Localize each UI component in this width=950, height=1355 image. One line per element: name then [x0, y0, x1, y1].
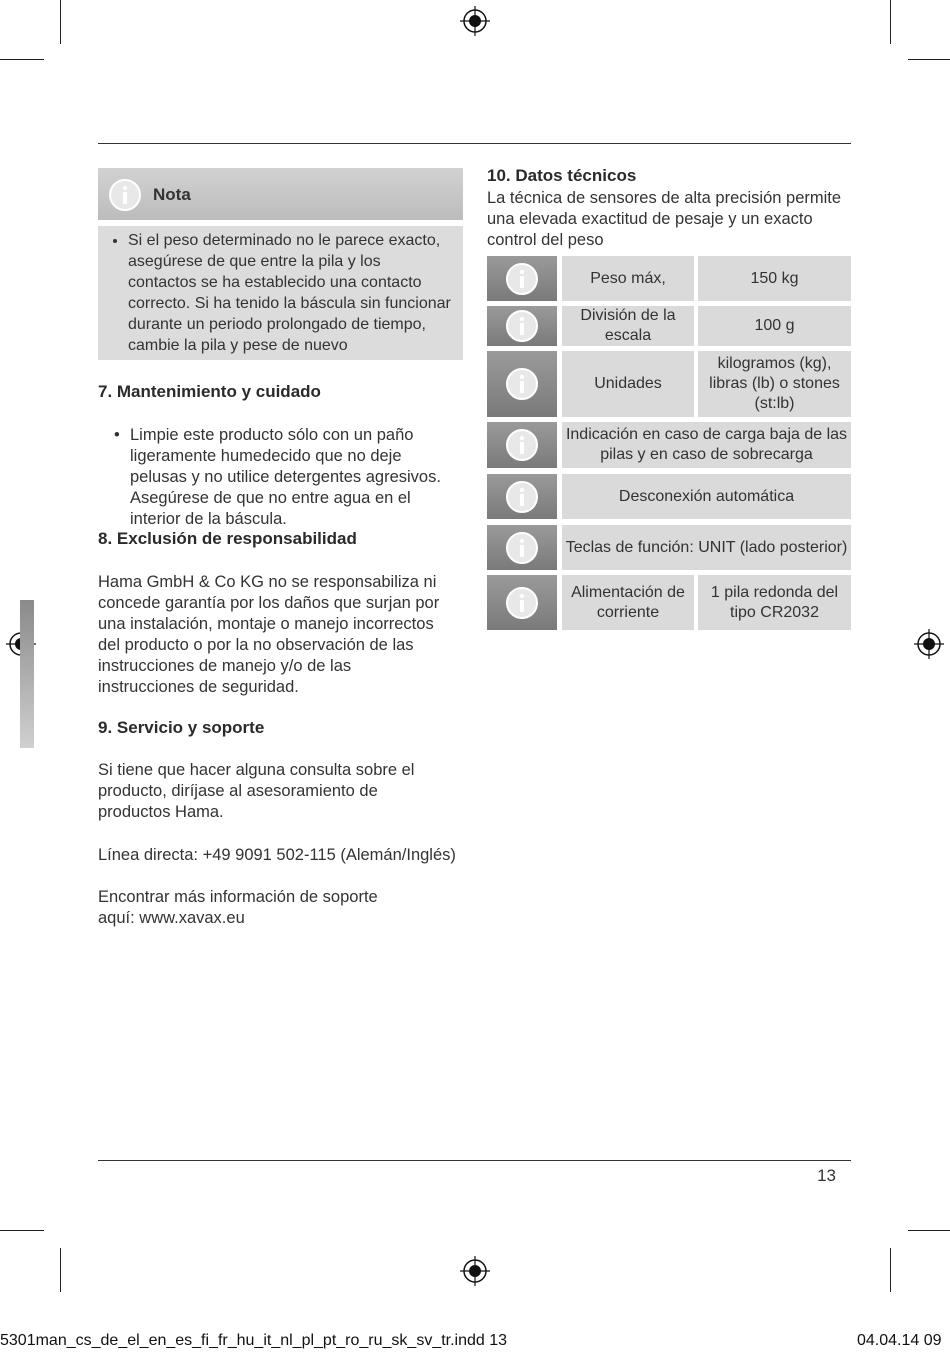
service-hotline: Línea directa: +49 9091 502-115 (Alemán/Inglés) [98, 846, 456, 864]
info-icon [487, 474, 557, 519]
service-link-text: Encontrar más información de soporte aquí: www.xavax.eu [98, 888, 378, 927]
note-title: Nota [153, 185, 191, 204]
file-name: 5301man_cs_de_el_en_es_fi_fr_hu_it_nl_pl_pt_ro_ru_sk_sv_tr.indd 13 [0, 1332, 508, 1349]
section-heading-maintenance: 7. Mantenimiento y cuidado [98, 382, 321, 401]
info-icon [487, 256, 557, 301]
tech-label: Indicación en caso de carga baja de las pilas y en caso de sobrecarga [562, 422, 851, 468]
tech-row [487, 575, 851, 630]
tech-row [487, 306, 851, 346]
crop-mark [60, 1248, 61, 1292]
tech-row [487, 351, 851, 417]
tech-label: Unidades [562, 351, 694, 417]
section-heading-service: 9. Servicio y soporte [98, 718, 265, 737]
maintenance-bullet: • Limpie este producto sólo con un paño ligeramente humedecido que no deje pelusas y no utilice detergentes agresivos. Asegúrese de que no entre agua en el interior de la báscula. [130, 425, 454, 530]
section-heading-liability: 8. Exclusión de responsabilidad [98, 529, 357, 548]
page-number: 13 [817, 1166, 836, 1185]
tech-value: kilogramos (kg), libras (lb) o stones (st:lb) [698, 351, 851, 417]
info-icon [487, 525, 557, 570]
section-heading-tech: 10. Datos técnicos [487, 166, 637, 185]
info-icon [487, 422, 557, 468]
language-tab [20, 600, 34, 748]
tech-row [487, 525, 851, 570]
tech-label: Alimentación de corriente [562, 575, 694, 630]
info-icon [108, 178, 142, 212]
tech-value: 100 g [698, 306, 851, 346]
tech-row [487, 422, 851, 468]
liability-text: Hama GmbH & Co KG no se responsabiliza ni concede garantía por los daños que surjan por una instalación, montaje o manejo incorrectos del producto o por la no observación de las instrucciones de manejo y/o de las instrucciones de seguridad. [98, 573, 440, 696]
tech-row [487, 474, 851, 519]
crop-mark [60, 0, 61, 44]
note-header [98, 168, 463, 220]
tech-value: 150 kg [698, 256, 851, 301]
tech-label: División de la escala [562, 306, 694, 346]
info-icon [487, 351, 557, 417]
registration-mark-icon [460, 6, 490, 36]
service-text: Si tiene que hacer alguna consulta sobre el producto, diríjase al asesoramiento de productos Hama. [98, 761, 415, 821]
footer-rule [98, 1160, 851, 1161]
crop-mark [0, 59, 44, 60]
crop-mark [908, 1230, 950, 1231]
tech-label: Peso máx, [562, 256, 694, 301]
crop-mark [908, 59, 950, 60]
note-text: • Si el peso determinado no le parece exacto, asegúrese de que entre la pila y los contactos se ha establecido una contacto correcto. Si ha tenido la báscula sin funcionar durante un periodo prolongado de tiempo, cambie la pila y pese de nuevo [128, 230, 453, 356]
tech-intro: La técnica de sensores de alta precisión permite una elevada exactitud de pesaje y un exacto control del peso [487, 189, 842, 249]
maintenance-list [114, 425, 454, 530]
registration-mark-icon [460, 1256, 490, 1286]
print-date: 04.04.14 09 [857, 1332, 942, 1349]
tech-label: Desconexión automática [562, 474, 851, 519]
info-icon [487, 306, 557, 346]
crop-mark [0, 1230, 44, 1231]
tech-value: 1 pila redonda del tipo CR2032 [698, 575, 851, 630]
tech-label: Teclas de función: UNIT (lado posterior) [562, 525, 851, 570]
info-icon [487, 575, 557, 630]
crop-mark [890, 0, 891, 44]
header-rule [98, 143, 851, 144]
note-body [98, 226, 463, 360]
registration-mark-icon [914, 629, 944, 659]
tech-row [487, 256, 851, 301]
crop-mark [890, 1248, 891, 1292]
